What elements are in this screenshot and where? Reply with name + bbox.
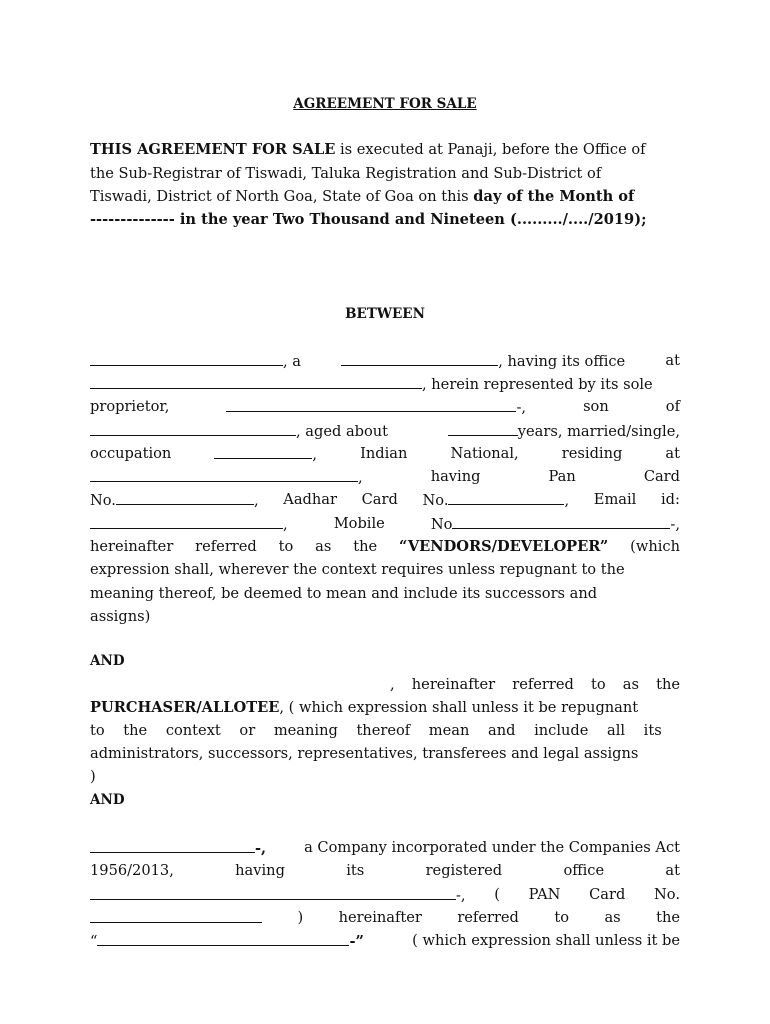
blank-field[interactable] [90, 467, 358, 482]
blank-field[interactable] [90, 908, 262, 923]
document-title: AGREEMENT FOR SALE [293, 96, 477, 112]
vendor-line-1: , a , having its office at [90, 351, 680, 372]
vendor-line-4: , aged about years, married/single, [90, 421, 680, 442]
blank-field[interactable] [90, 374, 422, 389]
intro-bold: THIS AGREEMENT FOR SALE [90, 141, 336, 158]
blank-field[interactable] [90, 838, 255, 853]
blank-field[interactable] [90, 351, 283, 366]
intro-line-1: THIS AGREEMENT FOR SALE is executed at Panaji, before the Office of [90, 141, 646, 158]
blank-field[interactable] [90, 885, 456, 900]
intro-line-2: the Sub-Registrar of Tiswadi, Taluka Registration and Sub-District of [90, 165, 602, 182]
intro-line-4: -------------- in the year Two Thousand and Nineteen (........./..../2019); [90, 211, 647, 228]
company-line-1: -, a Company incorporated under the Companies Act [90, 838, 680, 859]
blank-field[interactable] [452, 514, 670, 529]
vendor-line-6: , having Pan Card [90, 467, 680, 488]
blank-field[interactable] [97, 931, 349, 946]
company-line-3: -, ( PAN Card No. [90, 885, 680, 906]
purchaser-line-3: to the context or meaning thereof mean and include all its [90, 722, 662, 739]
purchaser-allotee-term: PURCHASER/ALLOTEE [90, 699, 280, 716]
vendor-line-11: meaning thereof, be deemed to mean and include its successors and [90, 585, 598, 602]
company-line-5: “ -” ( which expression shall unless it be [90, 932, 680, 950]
intro-line-3: Tiswadi, District of North Goa, State of Goa on this day of the Month of [90, 188, 635, 205]
between-heading: BETWEEN [345, 306, 425, 322]
blank-field[interactable] [214, 444, 312, 459]
purchaser-line-2: PURCHASER/ALLOTEE, ( which expression shall unless it be repugnant [90, 699, 639, 716]
vendor-line-8: , Mobile No -, [90, 514, 680, 535]
blank-field[interactable] [90, 421, 296, 436]
blank-field[interactable] [341, 351, 498, 366]
purchaser-line-5: ) [90, 768, 96, 785]
blank-field[interactable] [116, 490, 254, 505]
vendor-line-10: expression shall, wherever the context requires unless repugnant to the [90, 561, 625, 578]
company-line-4: ) hereinafter referred to as the [90, 908, 680, 928]
company-line-2: 1956/2013, having its registered office at [90, 862, 680, 879]
purchaser-line-1: , hereinafter referred to as the [390, 676, 680, 693]
vendors-developer-term: “VENDORS/DEVELOPER” [399, 538, 609, 555]
purchaser-line-4: administrators, successors, representatives, transferees and legal assigns [90, 745, 639, 762]
vendor-line-9: hereinafter referred to as the “VENDORS/DEVELOPER” (which [90, 538, 680, 555]
vendor-line-12: assigns) [90, 608, 151, 625]
vendor-line-2: , herein represented by its sole [90, 374, 680, 395]
vendor-line-5: occupation , Indian National, residing at [90, 445, 680, 463]
and-heading-2: AND [90, 792, 125, 808]
vendor-line-7: No. , Aadhar Card No. , Email id: [90, 491, 680, 509]
vendor-line-3: proprietor, -, son of [90, 398, 680, 416]
blank-field[interactable] [448, 421, 518, 436]
and-heading-1: AND [90, 653, 125, 669]
blank-field[interactable] [90, 514, 283, 529]
blank-field[interactable] [226, 397, 516, 412]
blank-field[interactable] [448, 490, 564, 505]
